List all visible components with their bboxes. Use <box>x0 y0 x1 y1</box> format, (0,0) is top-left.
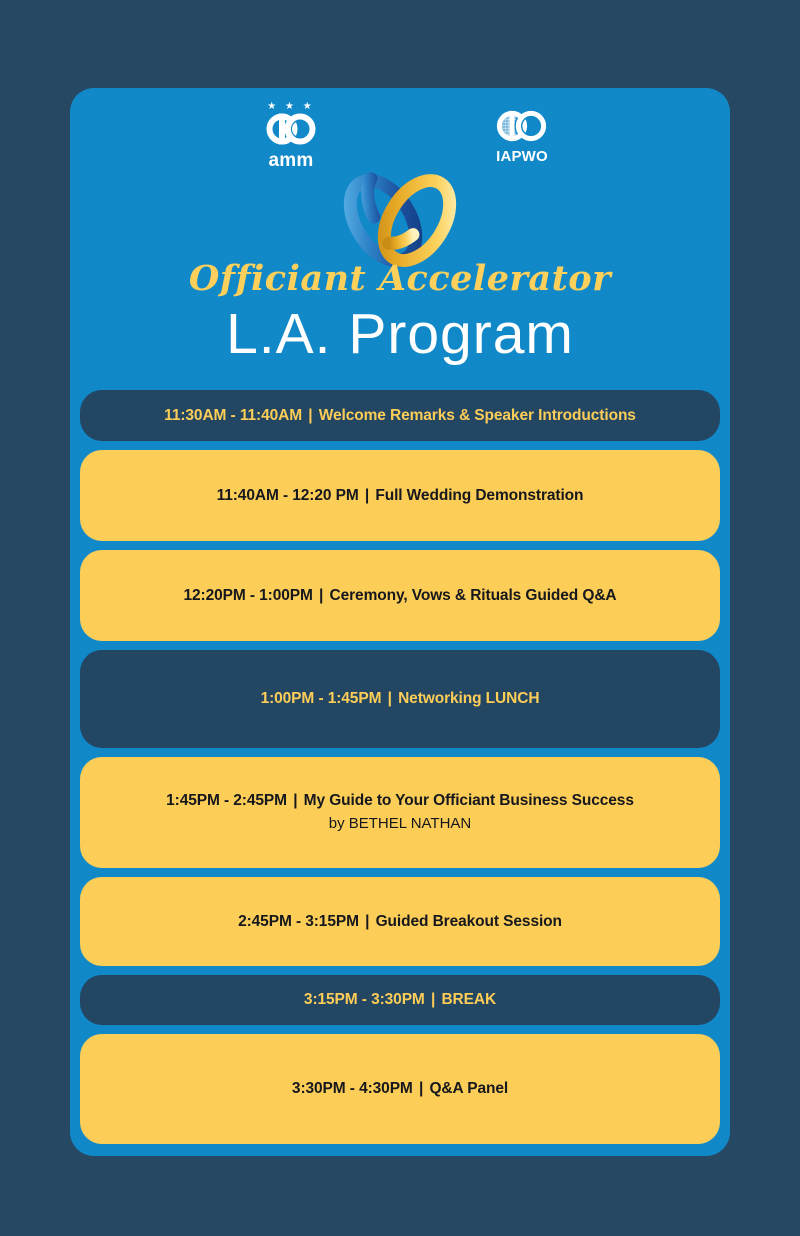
schedule-row[interactable] <box>80 550 720 641</box>
schedule-row-label: Networking LUNCH <box>398 690 540 708</box>
script-title: Officiant Accelerator <box>188 258 612 299</box>
schedule-row-separator: | <box>430 991 436 1009</box>
schedule-row-title <box>217 486 584 505</box>
schedule-row-title <box>261 689 540 708</box>
schedule-row-label: My Guide to Your Officiant Business Success <box>303 792 634 810</box>
schedule-row-time: 11:30AM - 11:40AM <box>164 406 303 424</box>
schedule-row-time: 1:45PM - 2:45PM <box>166 792 287 810</box>
interlocking-rings-globe-icon <box>493 110 551 142</box>
schedule-row-label: Full Wedding Demonstration <box>375 486 584 504</box>
iapwo-wordmark: IAPWO <box>496 148 548 165</box>
schedule-row-title <box>166 791 634 810</box>
schedule-row-title <box>183 586 616 605</box>
schedule-row-title <box>304 990 496 1009</box>
schedule-row-separator: | <box>387 690 392 708</box>
page-title: L.A. Program <box>226 302 574 366</box>
schedule-row[interactable] <box>80 390 720 441</box>
interlocking-rings-icon <box>263 113 319 145</box>
amm-stars-icon: ★ ★ ★ <box>267 101 315 112</box>
schedule-row-separator: | <box>365 912 370 930</box>
schedule-row-title <box>292 1079 508 1098</box>
schedule-row[interactable] <box>80 877 720 966</box>
schedule-row-time: 12:20PM - 1:00PM <box>183 586 313 604</box>
schedule-row-time: 3:15PM - 3:30PM <box>303 991 425 1009</box>
schedule-row-label: Ceremony, Vows & Rituals Guided Q&A <box>329 586 617 604</box>
schedule-row-time: 3:30PM - 4:30PM <box>291 1080 413 1098</box>
schedule-row-time: 1:00PM - 1:45PM <box>260 690 382 708</box>
interlocking-heart-rings-icon <box>332 150 468 268</box>
schedule-row-subtitle: by BETHEL NATHAN <box>328 814 472 832</box>
schedule-row-label: Q&A Panel <box>429 1080 509 1098</box>
schedule-row-separator: | <box>293 792 298 810</box>
schedule-row-label: BREAK <box>441 991 497 1009</box>
schedule-row-separator: | <box>319 586 324 604</box>
schedule-row-label: Guided Breakout Session <box>375 912 562 930</box>
schedule-row-time: 2:45PM - 3:15PM <box>238 912 359 930</box>
schedule-row[interactable] <box>80 757 720 868</box>
schedule-row[interactable] <box>80 1034 720 1144</box>
schedule-row[interactable] <box>80 650 720 748</box>
schedule-row-label: Welcome Remarks & Speaker Introductions <box>318 406 636 424</box>
poster-card <box>70 88 730 1156</box>
amm-wordmark: amm <box>268 150 314 171</box>
schedule-row[interactable] <box>80 975 720 1025</box>
schedule-row-separator: | <box>308 406 313 424</box>
hero-logo <box>70 150 730 273</box>
schedule-row-separator: | <box>418 1080 424 1098</box>
schedule-row-time: 11:40AM - 12:20 PM <box>216 486 359 504</box>
schedule-row-title <box>164 406 636 425</box>
schedule-row-title <box>238 912 562 931</box>
schedule-row-separator: | <box>364 486 370 504</box>
schedule-list <box>80 390 720 1153</box>
schedule-row[interactable] <box>80 450 720 541</box>
